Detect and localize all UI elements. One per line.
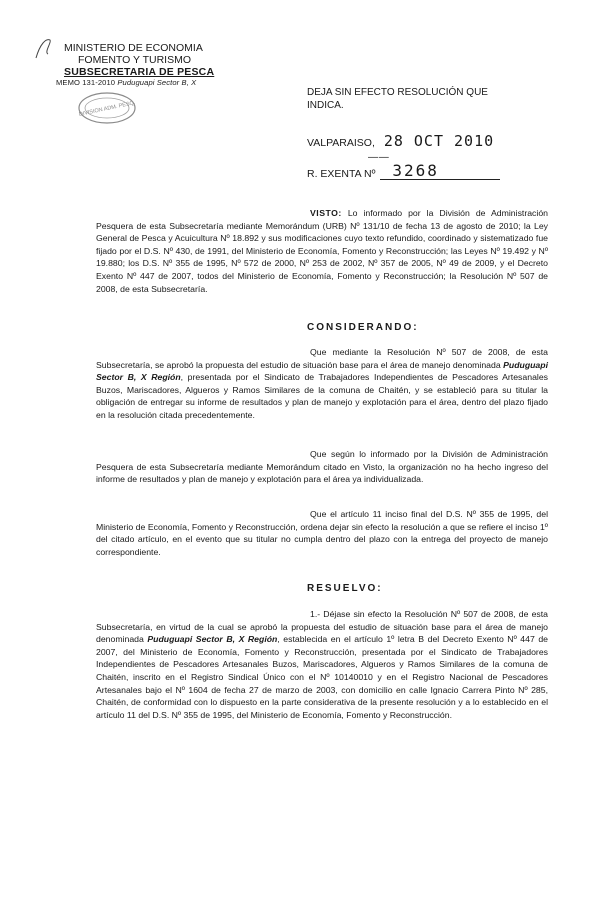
ministry-header: [64, 42, 264, 78]
considerando-p1-a: Que mediante la Resolución Nº 507 de 2008, de esta Subsecretaría, se aprobó la propuesta del estudio de situación base para el área de manejo denominada: [96, 347, 548, 370]
considerando-p1-em: Puduguapi Sector B, X Región: [96, 359, 548, 383]
subsecretaria-title: SUBSECRETARIA DE PESCA: [64, 66, 215, 78]
exenta-line: [307, 161, 500, 180]
resuelvo-p1-b: , establecida en el artículo 1º letra B del Decreto Exento Nº 447 de 2007, del Ministerio de Economía, Fomento y Reconstrucción, presentada por el Sindicato de Trabajadores Independientes de Pescadores Artesanales Buzos, Mariscadores, Algueros y Ramos Similares de la comuna de Chaitén, inscrito en el Registro Sindical Único con el Nº 10140010 y en el Registro Nacional de Pescadores Artesanales bajo el Nº 1604 de fecha 27 de marzo de 2003, con domicilio en calle Ignacio Carrera Pinto Nº 285, Chaitén, de conformidad con lo dispuesto en la parte considerativa de la presente resolución y a lo establecido en el artículo 11 del D.S. Nº 355 de 1995, del Ministerio de Economía, Fomento y Reconstrucción.: [96, 634, 548, 720]
considerando-p1-b: , presentada por el Sindicato de Trabajadores Independientes de Pescadores Artesanales Buzos, Mariscadores, Algueros y Ramos Similares de la comuna de Chaitén, y se estableció para su titular la obligación de entregar su informe de resultados y plan de manejo y explotación para el área, dentro del plazo fijado en la resolución citada precedentemente.: [96, 372, 549, 420]
exenta-label: R. EXENTA Nº: [307, 168, 376, 180]
resuelvo-paragraph-1: [96, 608, 548, 721]
ministry-line-2: FOMENTO Y TURISMO: [78, 54, 191, 66]
considerando-heading: CONSIDERANDO:: [307, 322, 419, 333]
visto-lead: VISTO:: [310, 208, 342, 218]
ministry-line-1: MINISTERIO DE ECONOMIA: [64, 42, 203, 54]
resolution-subject: [307, 86, 547, 112]
exenta-number: 3268: [392, 161, 439, 180]
date-line: [307, 132, 494, 150]
stamped-date: 28 OCT 2010: [383, 132, 495, 150]
stamp-text: DIVISION ADM. PESQ.: [78, 100, 136, 118]
considerando-paragraph-2: [96, 448, 548, 486]
memo-reference: [56, 78, 196, 87]
subject-line-1: DEJA SIN EFECTO RESOLUCIÓN QUE: [307, 87, 488, 98]
memo-ref-prefix: MEMO 131-2010: [56, 78, 116, 87]
resuelvo-p1-em: Puduguapi Sector B, X Región: [147, 634, 278, 645]
resuelvo-heading: RESUELVO:: [307, 583, 383, 594]
memo-ref-place: Puduguapi Sector B, X: [117, 78, 197, 87]
visto-text: Lo informado por la División de Administración Pesquera de esta Subsecretaría mediante Memorándum (URB) Nº 131/10 de fecha 13 de agosto de 2010; la Ley General de Pesca y Acuicultura Nº 18.892 y sus modificaciones cuyo texto refundido, coordinado y sistematizado fue fijado por el D.S. Nº 430, de 1991, del Ministerio de Economía, Fomento y Reconstrucción; las Leyes Nº 19.492 y Nº 19.880; los D.S. Nº 355 de 1995, Nº 572 de 2000, Nº 253 de 2002, Nº 357 de 2005, Nº 49 de 2009, y el Decreto Exento Nº 447 de 2007, todos del Ministerio de Economía, Fomento y Reconstrucción; la Resolución Nº 507 de 2008, de esta Subsecretaría.: [96, 208, 548, 294]
city-label: VALPARAISO,: [307, 137, 375, 149]
considerando-p3: Que el artículo 11 inciso final del D.S. Nº 355 de 1995, del Ministerio de Economía, Fomento y Reconstrucción, ordena dejar sin efecto la resolución a que se refiere el inciso 1º del citado artículo, en el evento que su titular no cumpla dentro del plazo con la entrega del proyecto de manejo correspondiente.: [96, 509, 548, 557]
separator-mark: — —: [368, 152, 388, 163]
subject-line-2: INDICA.: [307, 100, 344, 111]
visto-paragraph: [96, 207, 548, 295]
considerando-p2: Que según lo informado por la División de Administración Pesquera de esta Subsecretaría mediante Memorándum citado en Visto, la organización no ha hecho ingreso del informe de resultados y plan de manejo y explotación para el área ya individualizada.: [96, 449, 548, 485]
received-stamp-icon: [76, 90, 138, 126]
considerando-paragraph-1: [96, 346, 548, 422]
considerando-paragraph-3: [96, 508, 548, 558]
exenta-number-field: [380, 161, 500, 180]
resuelvo-p1-a: 1.- Déjase sin efecto la Resolución Nº 507 de 2008, de esta Subsecretaría, en virtud de la cual se aprobó la propuesta del estudio de situación base para el área de manejo denominada: [96, 609, 548, 645]
